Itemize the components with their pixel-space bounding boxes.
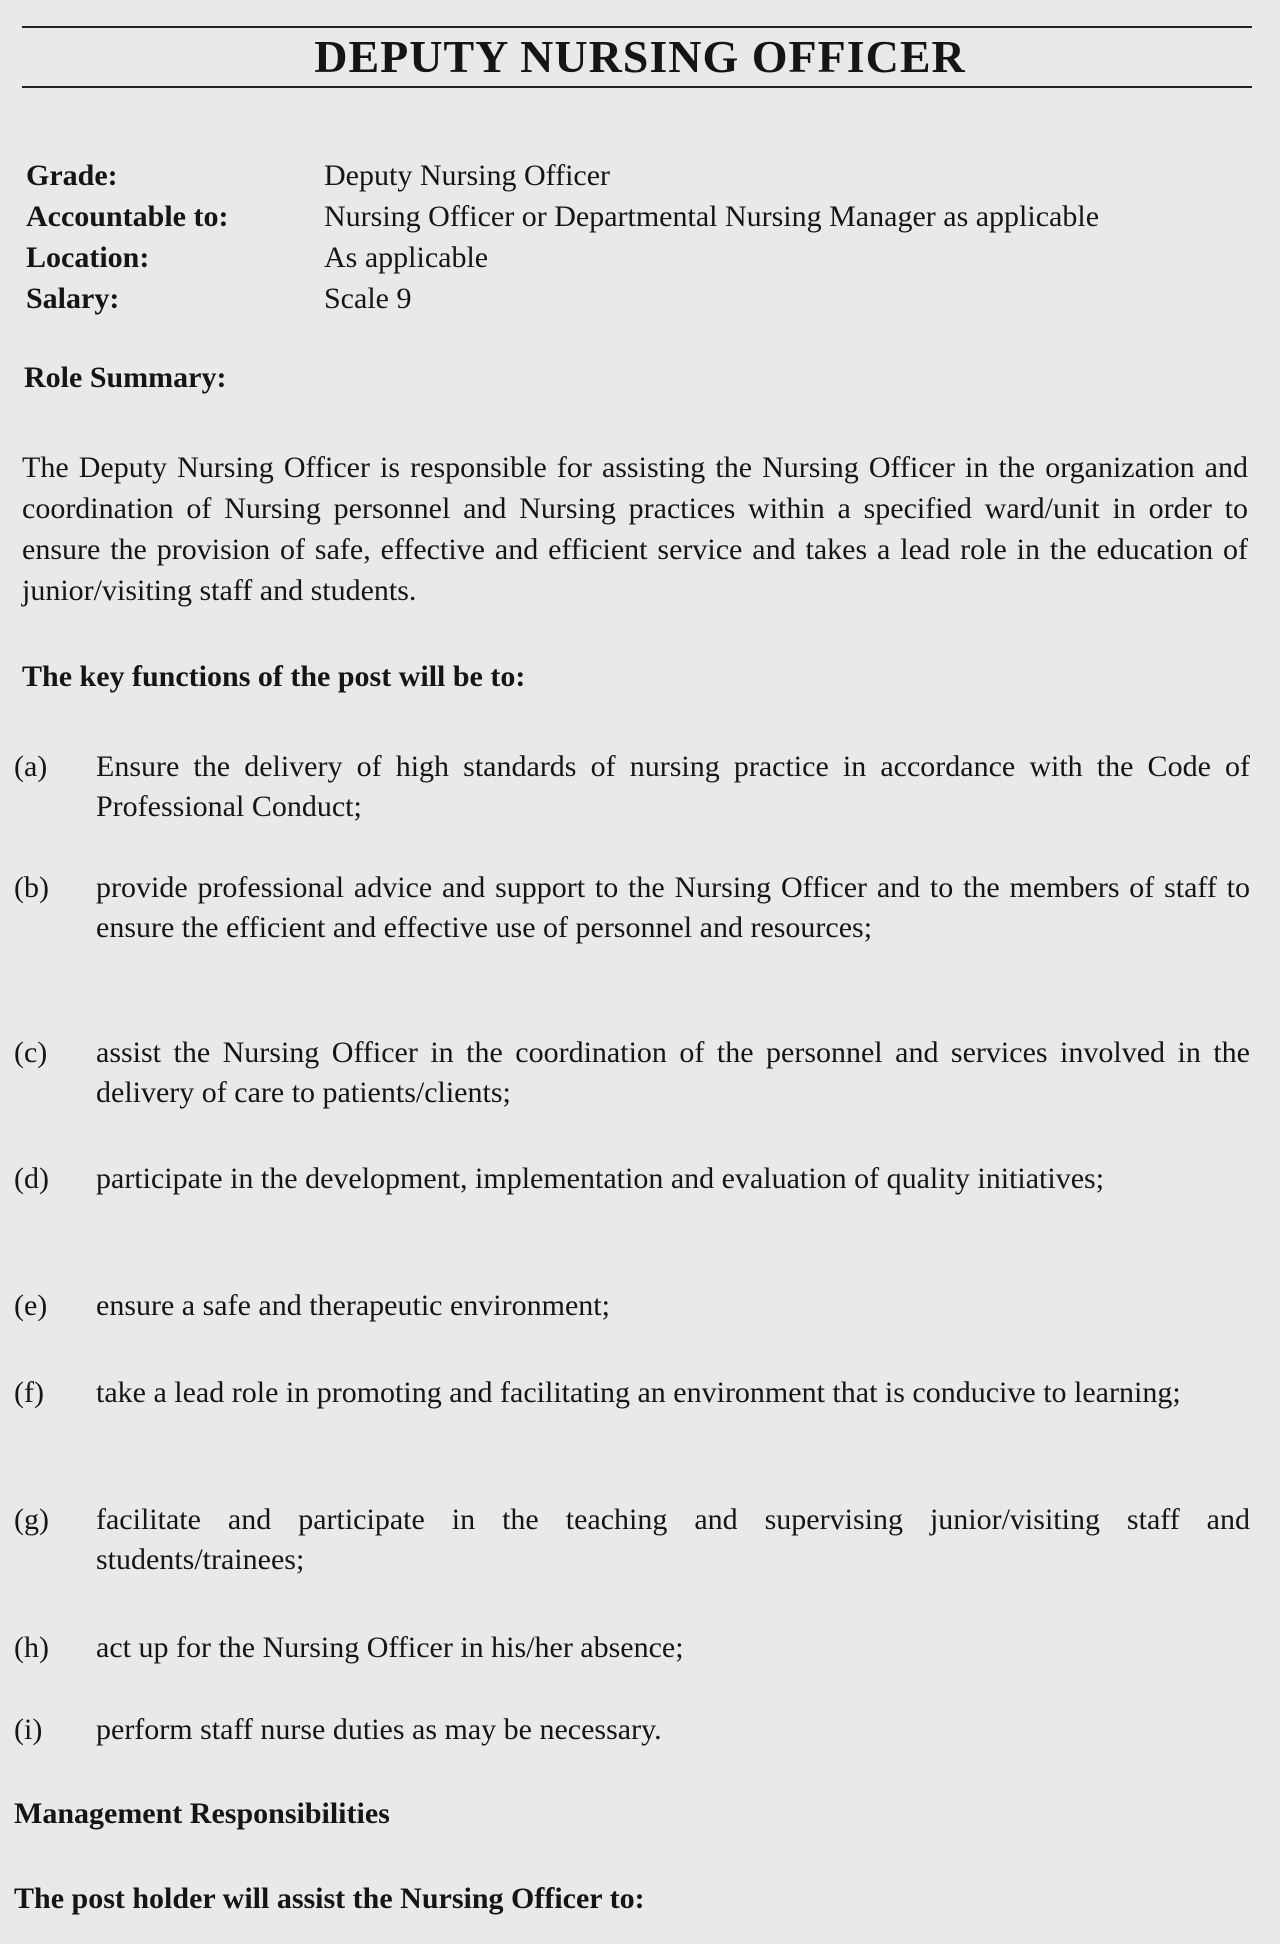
role-summary-text: The Deputy Nursing Officer is responsible for assisting the Nursing Officer in the organization and coordination of Nursing personnel and Nursing practices within a specified ward/unit in order to ensure the provision of safe, effective and efficient service and takes a lead role in the education of junior/visiting staff and students. xyxy=(22,451,1248,607)
item-letter: (i) xyxy=(14,1713,43,1746)
item-letter: (a) xyxy=(14,750,48,783)
item-text: act up for the Nursing Officer in his/her absence; xyxy=(96,1631,684,1664)
field-label: Grade: xyxy=(26,158,118,192)
list-item xyxy=(14,1033,1250,1113)
item-text: take a lead role in promoting and facilitating an environment that is conducive to learning; xyxy=(96,1376,1181,1409)
item-letter: (f) xyxy=(14,1376,44,1409)
list-item xyxy=(14,868,1250,948)
document-title: DEPUTY NURSING OFFICER xyxy=(314,31,966,82)
job-details xyxy=(26,155,1099,319)
item-letter: (d) xyxy=(14,1162,49,1195)
field-value: Nursing Officer or Departmental Nursing Manager as applicable xyxy=(324,199,1100,233)
role-summary-heading: Role Summary: xyxy=(24,361,227,394)
field-row-salary xyxy=(26,278,1099,319)
field-row-grade xyxy=(26,155,1099,196)
item-letter: (g) xyxy=(14,1503,49,1536)
title-underline-rule xyxy=(22,86,1252,88)
list-item xyxy=(14,1710,1250,1750)
item-letter: (h) xyxy=(14,1631,49,1664)
item-text: facilitate and participate in the teaching and supervising junior/visiting staff and students/trainees; xyxy=(96,1503,1250,1576)
field-row-accountable-to xyxy=(26,196,1099,237)
item-text: Ensure the delivery of high standards of nursing practice in accordance with the Code of Professional Conduct; xyxy=(96,750,1250,823)
list-item xyxy=(14,747,1250,827)
item-text: perform staff nurse duties as may be necessary. xyxy=(96,1713,662,1746)
field-value: Deputy Nursing Officer xyxy=(324,158,611,192)
item-text: provide professional advice and support to the Nursing Officer and to the members of staff to ensure the efficient and effective use of personnel and resources; xyxy=(96,871,1250,944)
item-letter: (b) xyxy=(14,871,49,904)
item-text: participate in the development, implementation and evaluation of quality initiatives; xyxy=(96,1162,1105,1195)
management-heading: Management Responsibilities xyxy=(14,1797,390,1830)
item-text: assist the Nursing Officer in the coordination of the personnel and services involved in the delivery of care to patients/clients; xyxy=(96,1036,1250,1109)
field-label: Accountable to: xyxy=(26,199,229,233)
field-row-location xyxy=(26,237,1099,278)
field-label: Salary: xyxy=(26,281,120,315)
list-item xyxy=(14,1500,1250,1580)
list-item xyxy=(14,1159,1250,1199)
list-item xyxy=(14,1373,1250,1413)
item-letter: (c) xyxy=(14,1036,48,1069)
field-label: Location: xyxy=(26,240,150,274)
item-letter: (e) xyxy=(14,1289,48,1322)
top-rule xyxy=(22,26,1252,28)
field-value: As applicable xyxy=(324,240,489,274)
management-intro: The post holder will assist the Nursing Officer to: xyxy=(14,1882,645,1915)
key-functions-heading: The key functions of the post will be to: xyxy=(22,660,526,693)
list-item xyxy=(14,1286,1250,1326)
list-item xyxy=(14,1628,1250,1668)
item-text: ensure a safe and therapeutic environment; xyxy=(96,1289,610,1322)
field-value: Scale 9 xyxy=(324,281,412,315)
